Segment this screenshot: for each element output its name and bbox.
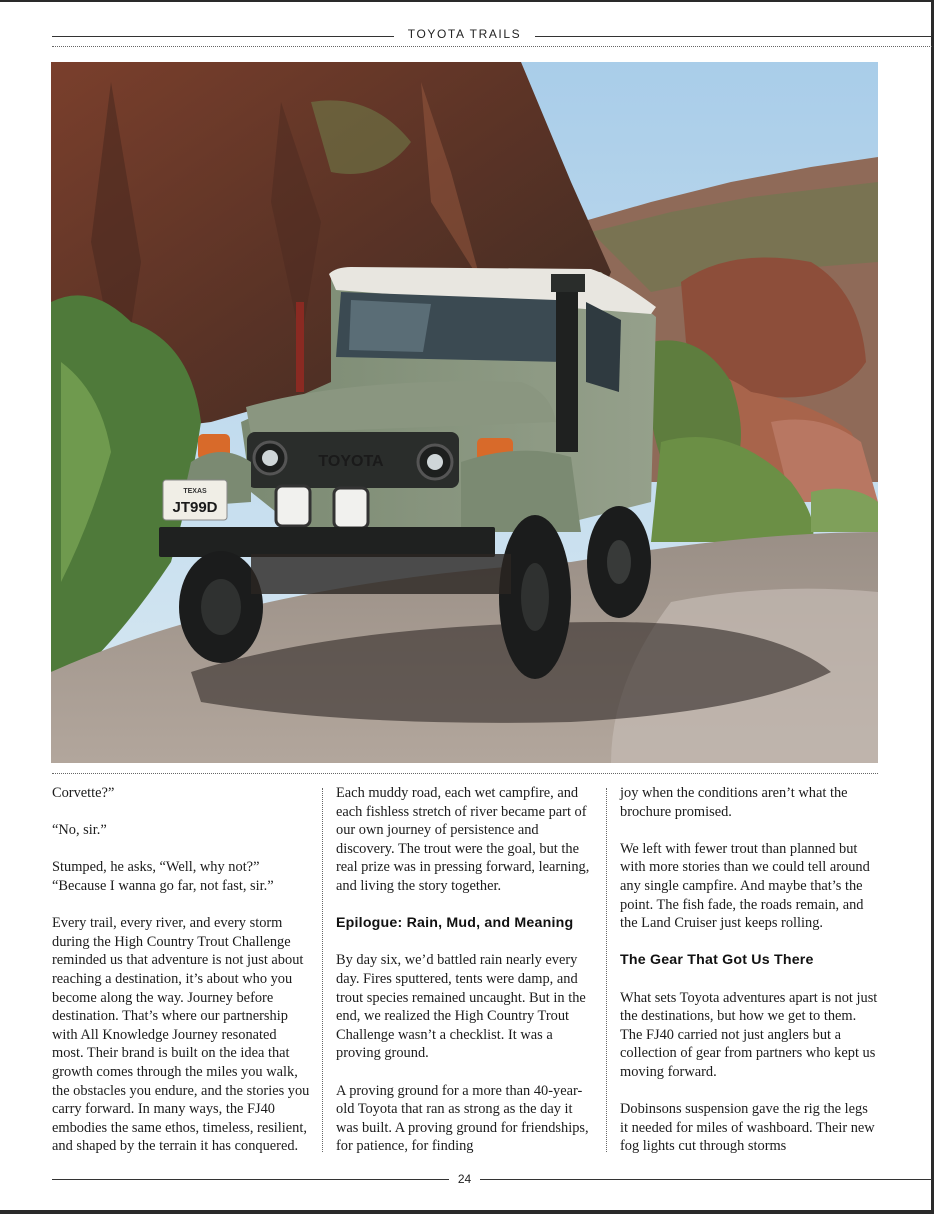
page-edge-bottom [0, 1210, 934, 1214]
plate-state: TEXAS [183, 488, 207, 495]
page-footer [52, 1172, 932, 1188]
paragraph: Stumped, he asks, “Well, why not?” [52, 859, 260, 876]
paragraph: By day six, we’d battled rain nearly every day. Fires sputtered, tents were damp, and trout species remained uncaught. But in the end, we realized the High Country Trout Challenge wasn’t a checklist. It was a proving ground. [336, 952, 586, 1062]
header-dotted-divider [52, 46, 932, 47]
paragraph: Each muddy road, each wet campfire, and each fishless stretch of river became part of our own journey of persistence and discovery. The trout were the goal, but the real prize was in pressing forward, learning, and living the story together. [336, 785, 590, 894]
page-edge-top [0, 0, 934, 2]
paragraph: A proving ground for a more than 40-year-old Toyota that ran as strong as the day it was built. A proving ground for friendships, for patience, for finding [336, 1082, 589, 1155]
grille-badge: TOYOTA [318, 453, 384, 470]
paragraph: Every trail, every river, and every storm during the High Country Trout Challenge reminded us that adventure is not just about reaching a destination, it’s about who you become along the way. Journey before destination. That’s where our partnership with All Knowledge Journey resonated most. Their brand is built on the idea that growth comes through the miles you walk, the obstacles you endure, and the stories you carry forward. In many ways, the FJ40 embodies the same ethos, timeless, resilient, and shaped by the terrain it has conquered. [52, 915, 310, 1155]
fj40-canyon-photo-illustration [51, 62, 878, 763]
paragraph: “Because I wanna go far, not fast, sir.” [52, 877, 274, 894]
paragraph: joy when the conditions aren’t what the brochure promised. [620, 785, 848, 820]
paragraph: We left with fewer trout than planned but with more stories than we could tell around any single campfire. And maybe that’s the point. The fish fade, the roads remain, and the Land Cruiser just keeps rolling. [620, 840, 870, 932]
running-header [52, 26, 932, 46]
section-heading-gear: The Gear That Got Us There [620, 952, 814, 969]
section-title: TOYOTA TRAILS [407, 27, 522, 41]
header-rule-left [52, 36, 394, 37]
section-heading-epilogue: Epilogue: Rain, Mud, and Meaning [336, 915, 574, 932]
header-rule-right [535, 36, 932, 37]
footer-rule-right [480, 1179, 932, 1180]
paragraph: “No, sir.” [52, 822, 107, 839]
column-divider-1 [322, 788, 323, 1152]
article-column-1 [52, 784, 310, 1174]
article-column-3 [620, 784, 878, 1174]
page-number: 24 [457, 1172, 472, 1186]
footer-rule-left [52, 1179, 449, 1180]
article-column-2 [336, 784, 594, 1174]
photo-dotted-divider [52, 773, 878, 774]
plate-number: JT99D [172, 499, 218, 516]
column-divider-2 [606, 788, 607, 1152]
paragraph: What sets Toyota adventures apart is not just the destinations, but how we get to them. The FJ40 carried not just anglers but a collection of gear from partners who kept us moving forward. [620, 989, 878, 1080]
paragraph: Corvette?” [52, 785, 115, 801]
paragraph: Dobinsons suspension gave the rig the legs it needed for miles of washboard. Their new fog lights cut through storms [620, 1101, 875, 1155]
hero-photo [51, 62, 878, 763]
